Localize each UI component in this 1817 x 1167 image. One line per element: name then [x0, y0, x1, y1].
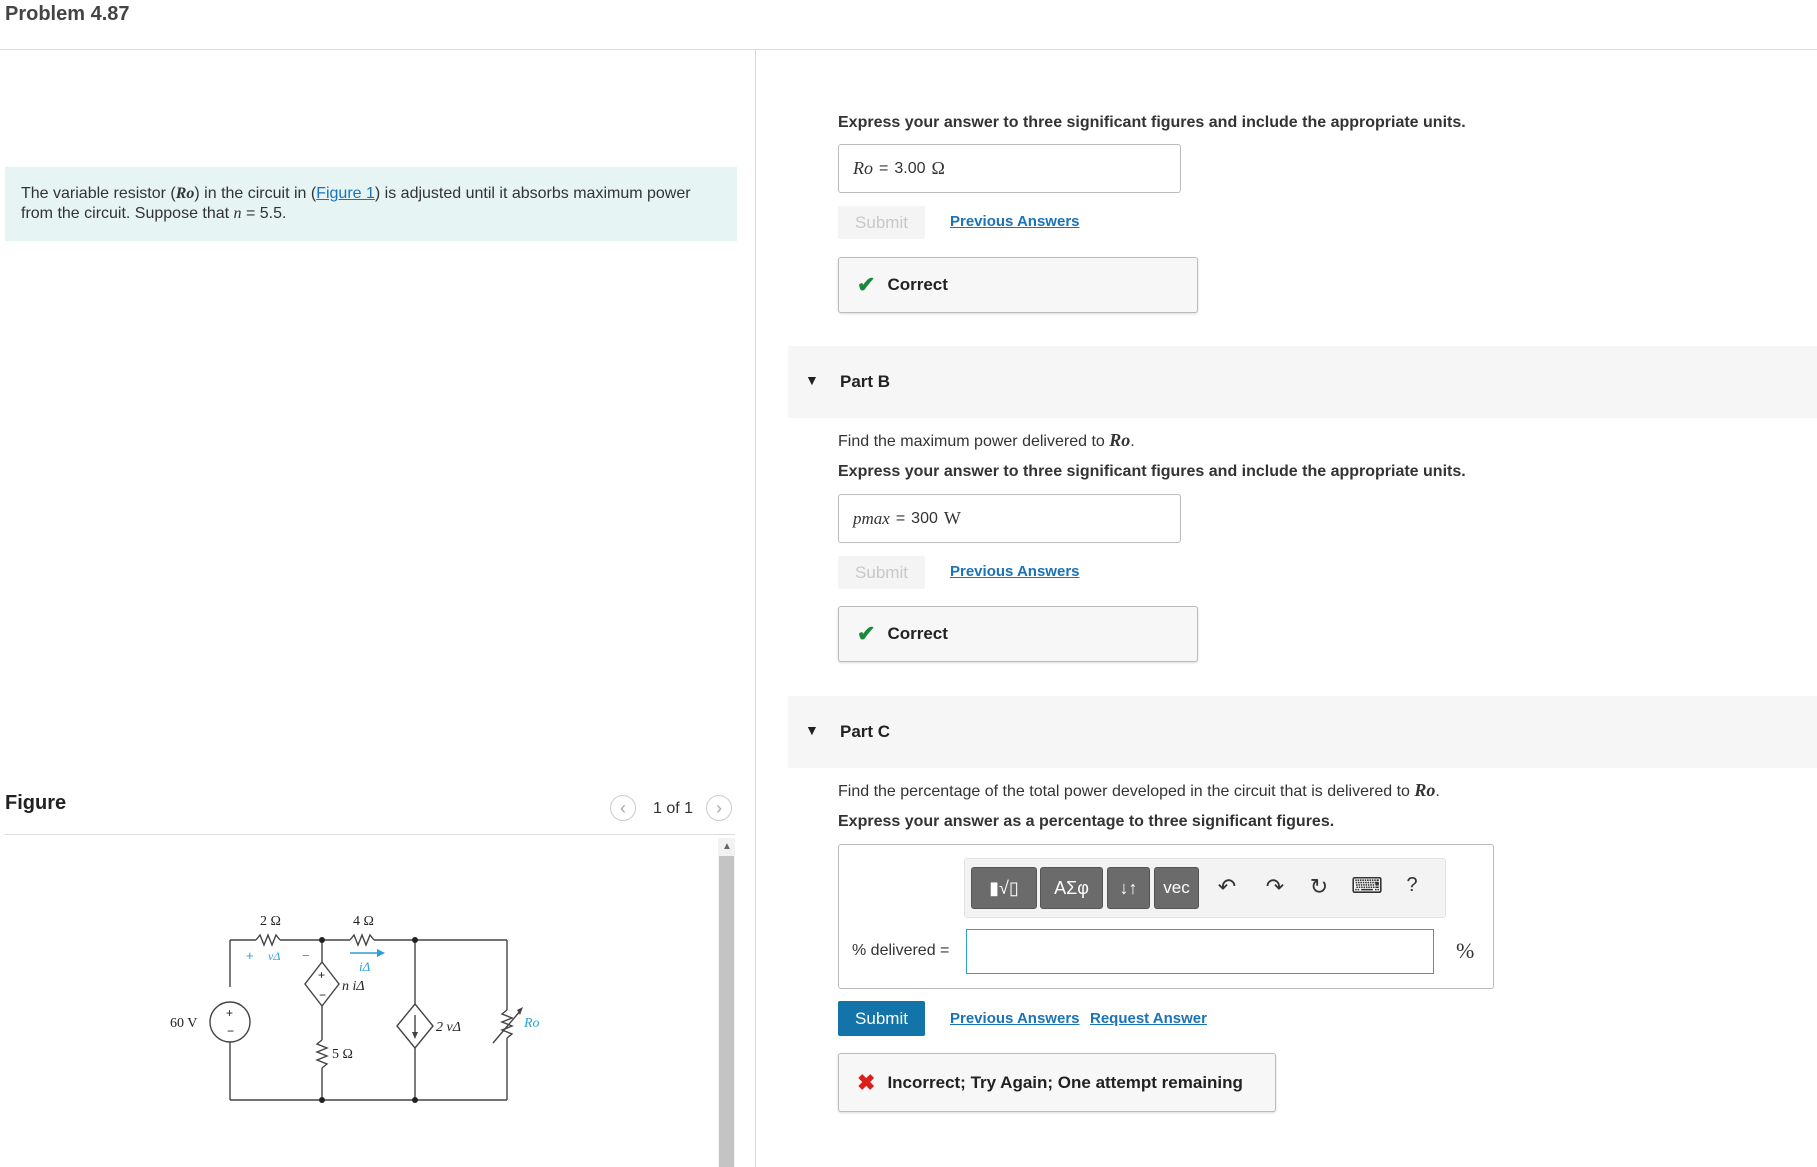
part-b-answer [838, 494, 1181, 543]
part-a-value: 3.00 [894, 159, 926, 177]
figure-pager: 1 of 1 [653, 800, 694, 817]
svg-text:+: + [226, 1006, 234, 1020]
part-c-prompt [838, 780, 1440, 801]
r1-label: 2 Ω [260, 914, 281, 929]
page-title: Problem 4.87 [5, 3, 130, 25]
part-b-instruction: Express your answer to three significant figures and include the appropriate units. [838, 463, 1466, 480]
part-a-eq: = [879, 159, 889, 177]
percent-delivered-input[interactable] [966, 929, 1434, 974]
i-delta-label: iΔ [359, 959, 371, 974]
ro-label: Ro [524, 1016, 540, 1031]
part-c-prompt-end: . [1435, 783, 1440, 800]
part-b-unit: W [943, 508, 961, 528]
part-a-feedback-text: Correct [887, 275, 948, 294]
figure-scrollbar-thumb[interactable] [719, 856, 734, 1167]
circuit-diagram [160, 905, 560, 1110]
figure-heading: Figure [5, 792, 67, 814]
part-a-feedback [838, 257, 1198, 313]
part-a-answer [838, 144, 1181, 193]
header-divider [0, 49, 1817, 50]
reset-icon[interactable]: ↻ [1309, 874, 1329, 899]
arrows-button[interactable]: ↓↑ [1107, 867, 1150, 909]
v-delta-label: vΔ [268, 949, 281, 963]
part-b-prompt-end: . [1130, 433, 1135, 450]
part-c-prompt-sym: Ro [1414, 780, 1436, 800]
svg-text:+: + [318, 968, 326, 982]
keyboard-icon[interactable]: ⌨ [1351, 873, 1383, 898]
r3-label: 5 Ω [332, 1047, 353, 1062]
percent-unit: % [1456, 938, 1475, 963]
part-b-previous-answers-link[interactable]: Previous Answers [950, 563, 1080, 580]
intro-n-symbol: n [233, 205, 242, 222]
part-b-feedback [838, 606, 1198, 662]
chevron-left-icon[interactable]: ‹ [610, 795, 636, 821]
part-a-instruction: Express your answer to three significant figures and include the appropriate units. [838, 114, 1466, 131]
intro-text-3: ) is adjusted until it absorbs maximum power [374, 185, 691, 202]
x-mark-icon: ✖ [857, 1069, 876, 1095]
request-answer-link[interactable]: Request Answer [1090, 1010, 1207, 1027]
svg-text:−: − [319, 988, 327, 1002]
part-c-submit-button[interactable]: Submit [838, 1001, 925, 1036]
part-c-instruction: Express your answer as a percentage to three significant figures. [838, 813, 1335, 830]
part-c-feedback-text: Incorrect; Try Again; One attempt remaining [887, 1072, 1243, 1092]
chevron-right-icon[interactable]: › [706, 795, 732, 821]
part-c-previous-answers-link[interactable]: Previous Answers [950, 1010, 1080, 1027]
part-b-label: Part B [840, 372, 891, 391]
intro-text-1: The variable resistor ( [21, 185, 176, 202]
templates-button[interactable]: ▮√▯ [971, 867, 1037, 909]
part-b-eq: = [895, 509, 906, 527]
intro-text-5: = 5.5. [241, 205, 287, 222]
part-b-value: 300 [911, 509, 938, 527]
help-button[interactable]: ? [1406, 874, 1418, 896]
part-a-var: Ro [853, 158, 873, 178]
svg-text:−: − [227, 1024, 235, 1038]
intro-text-4: from the circuit. Suppose that [21, 205, 234, 222]
undo-icon[interactable]: ↶ [1217, 874, 1237, 899]
checkmark-icon: ✔ [857, 621, 876, 646]
greek-button[interactable]: ΑΣφ [1040, 867, 1103, 909]
intro-ro-symbol: Ro [175, 185, 195, 202]
source-label: 60 V [170, 1016, 198, 1031]
part-b-prompt-text: Find the maximum power delivered to [838, 433, 1110, 450]
part-c-header[interactable] [788, 696, 1817, 768]
v-minus-label: − [302, 948, 310, 963]
r2-label: 4 Ω [353, 914, 374, 929]
part-b-submit-button[interactable]: Submit [838, 556, 925, 589]
checkmark-icon: ✔ [857, 272, 876, 297]
part-b-prompt [838, 430, 1135, 451]
intro-text-2: ) in the circuit in ( [194, 185, 317, 202]
problem-intro [5, 167, 737, 241]
vec-button[interactable]: vec [1154, 867, 1199, 909]
part-c-label: Part C [840, 722, 891, 741]
redo-icon[interactable]: ↷ [1265, 874, 1285, 899]
v-plus-label: + [246, 948, 254, 963]
equation-toolbar [964, 858, 1446, 918]
scroll-up-arrow-icon[interactable]: ▲ [722, 841, 732, 852]
dep-source2-label: 2 vΔ [436, 1020, 461, 1035]
figure-1-link[interactable]: Figure 1 [316, 185, 375, 202]
part-c-prompt-text: Find the percentage of the total power developed in the circuit that is delivered to [838, 783, 1415, 800]
part-b-prompt-sym: Ro [1109, 430, 1131, 450]
caret-down-icon[interactable]: ▼ [805, 372, 819, 388]
dep-current-label: n iΔ [342, 979, 365, 994]
caret-down-icon[interactable]: ▼ [805, 722, 819, 738]
part-c-feedback [838, 1053, 1276, 1112]
percent-delivered-label: % delivered = [852, 942, 950, 959]
figure-divider [5, 834, 735, 835]
part-a-previous-answers-link[interactable]: Previous Answers [950, 213, 1080, 230]
part-b-feedback-text: Correct [887, 624, 948, 643]
pane-divider[interactable] [755, 49, 756, 1167]
part-b-header[interactable] [788, 346, 1817, 418]
part-b-var: pmax [853, 508, 890, 528]
part-a-unit: Ω [931, 158, 945, 178]
part-a-submit-button[interactable]: Submit [838, 206, 925, 239]
